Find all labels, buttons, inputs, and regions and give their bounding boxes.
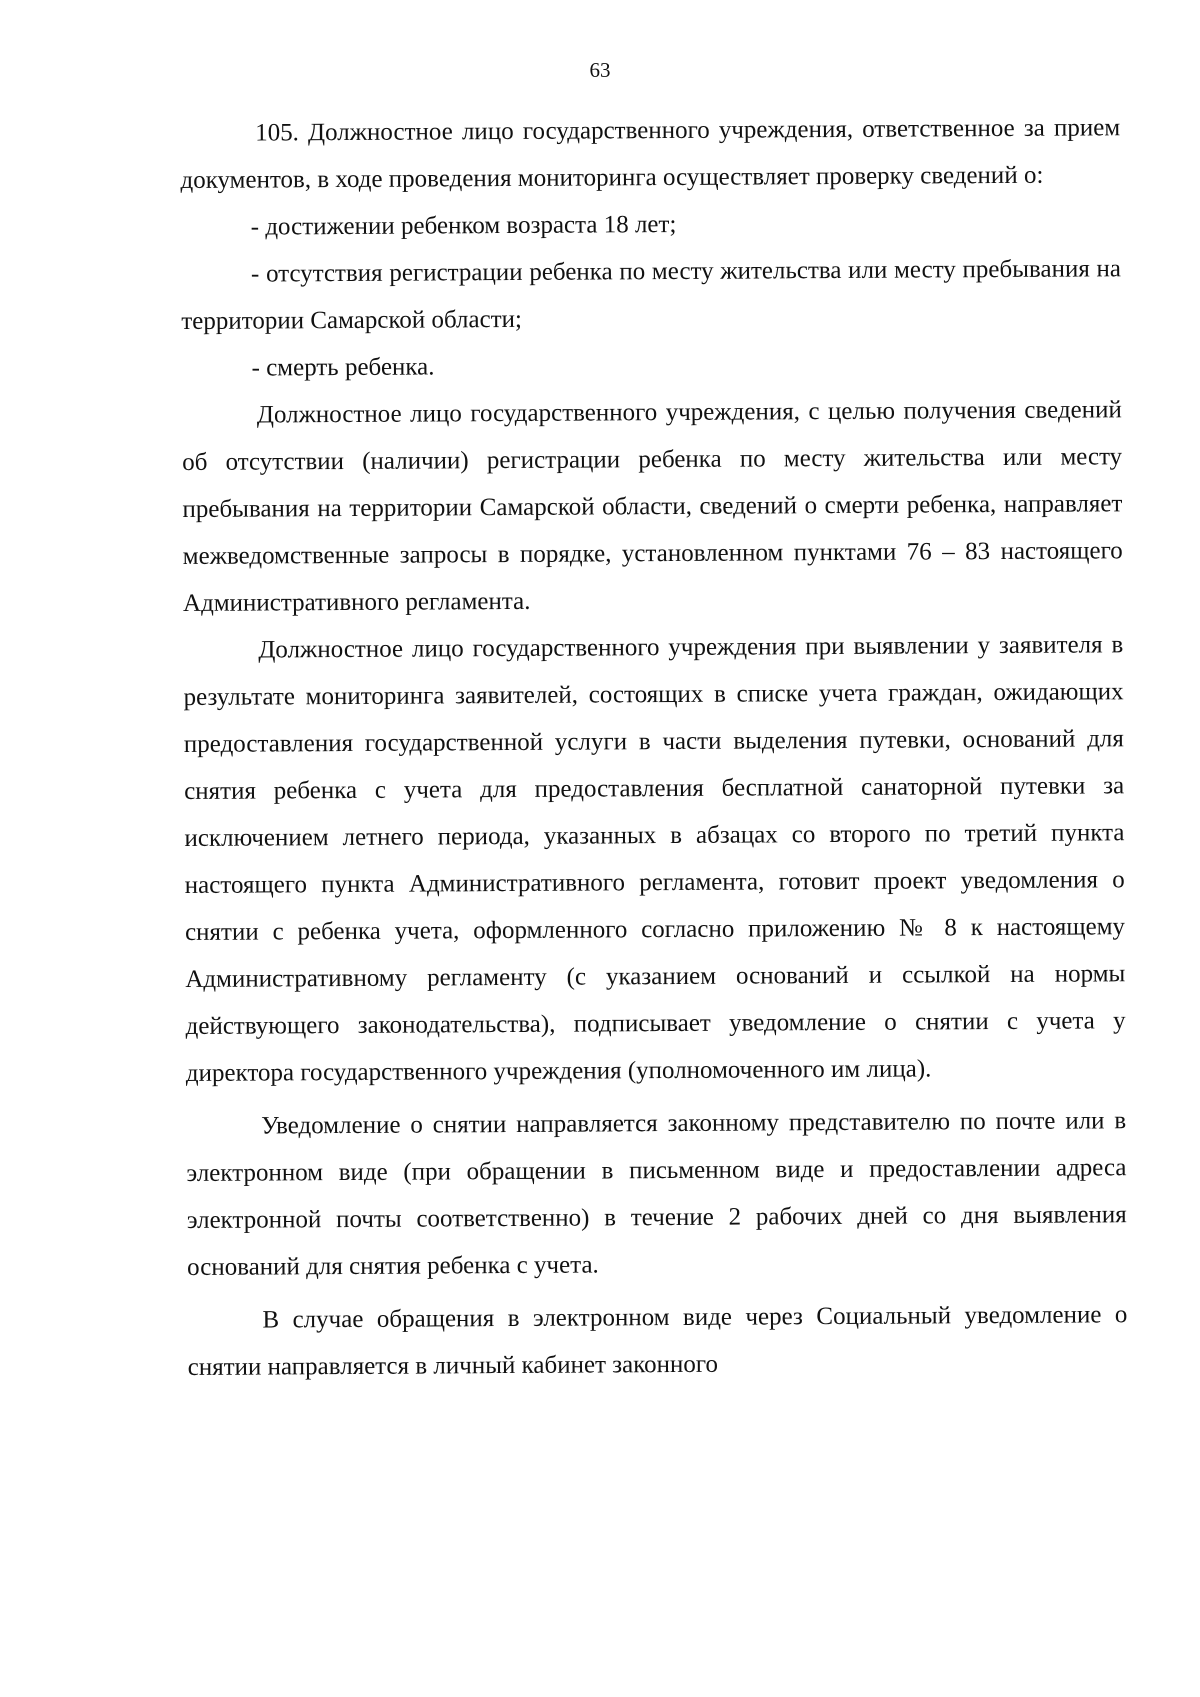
list-item-registration: - отсутствия регистрации ребенка по месту жительства или месту пребывания на территории Самарской области; (181, 255, 1122, 335)
page-number: 63 (589, 58, 611, 82)
paragraph-electronic-case: В случае обращения в электронном виде через Социальный уведомление о снятии направляется в личный кабинет законного (187, 1301, 1128, 1381)
paragraph-notification-delivery: Уведомление о снятии направляется законному представителю по почте или в электронном виде (при обращении в письменном виде и предоставлении адреса электронной почты соответственно) в течение 2 рабочих дней со дня выявления оснований для снятия ребенка с учета. (186, 1107, 1127, 1281)
list-item-death: - смерть ребенка. (251, 353, 435, 382)
document-body (180, 104, 1128, 1391)
paragraph-removal-grounds: Должностное лицо государственного учреждения при выявлении у заявителя в результате мониторинга заявителей, состоящих в списке учета граждан, ожидающих предоставления государственной услуги в части выделения путевки, оснований для снятия ребенка с учета для предоставления бесплатной санаторной путевки за исключением летнего периода, указанных в абзацах со второго по третий пункта настоящего пункта Административного регламента, готовит проект уведомления о снятии с ребенка учета, оформленного согласно приложению № 8 к настоящему Административному регламенту (с указанием оснований и ссылкой на нормы действующего законодательства), подписывает уведомление о снятии с учета у директора государственного учреждения (уполномоченного им лица). (183, 631, 1126, 1087)
paragraph-interagency-requests: Должностное лицо государственного учреждения, с целью получения сведений об отсутствии (наличии) регистрации ребенка по месту жительства или месту пребывания на территории Самарской области, сведений о смерти ребенка, направляет межведомственные запросы в порядке, установленном пунктами 76 – 83 настоящего Административного регламента. (182, 396, 1123, 617)
list-item-age: - достижении ребенком возраста 18 лет; (250, 210, 677, 241)
paragraph-105-intro: 105. Должностное лицо государственного учреждения, ответственное за прием документов, в ходе проведения мониторинга осуществляет проверку сведений о: (180, 114, 1121, 194)
